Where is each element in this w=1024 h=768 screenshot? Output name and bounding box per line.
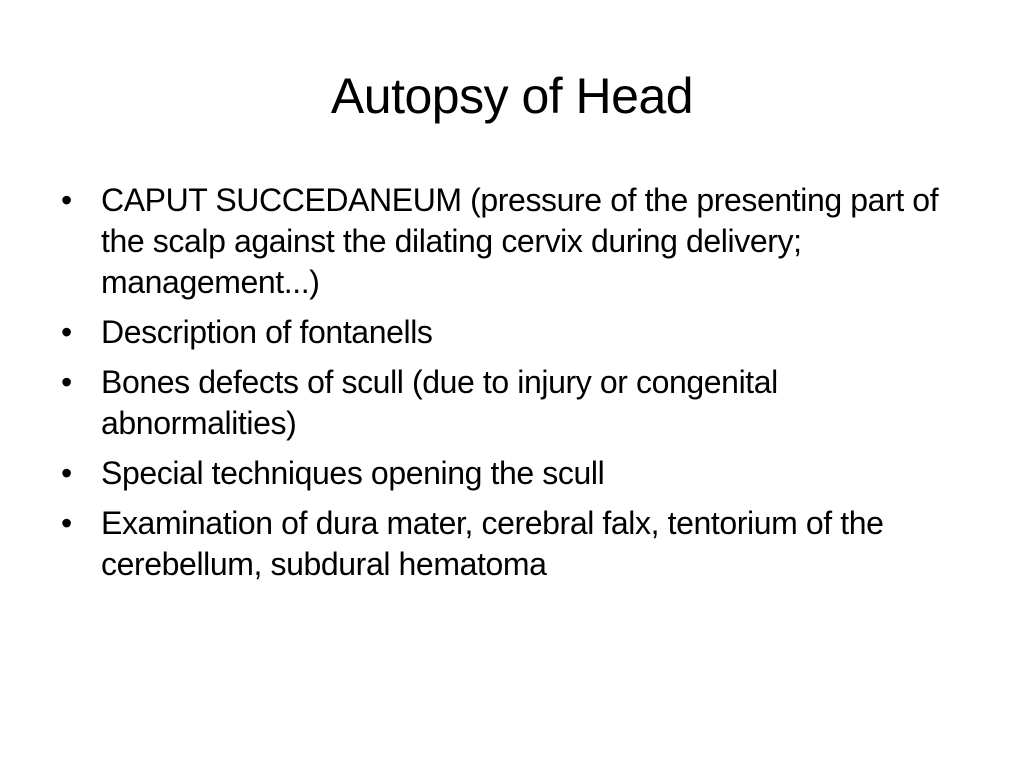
list-item	[57, 453, 977, 494]
list-item	[57, 362, 977, 444]
bullet-list	[57, 180, 977, 594]
bullet-icon: •	[61, 364, 72, 400]
bullet-icon: •	[61, 455, 72, 491]
bullet-text: Description of fontanells	[101, 314, 433, 350]
list-item	[57, 180, 977, 303]
bullet-text: CAPUT SUCCEDANEUM (pressure of the presenting part of the scalp against the dilating cervix during delivery; management...)	[101, 182, 939, 300]
bullet-icon: •	[61, 182, 72, 218]
slide-title: Autopsy of Head	[330, 68, 694, 124]
bullet-text: Examination of dura mater, cerebral falx, tentorium of the cerebellum, subdural hematoma	[101, 505, 884, 582]
bullet-text: Bones defects of scull (due to injury or congenital abnormalities)	[101, 364, 778, 441]
list-item	[57, 503, 977, 585]
bullet-text: Special techniques opening the scull	[101, 455, 605, 491]
bullet-icon: •	[61, 314, 72, 350]
list-item	[57, 312, 977, 353]
bullet-icon: •	[61, 505, 72, 541]
